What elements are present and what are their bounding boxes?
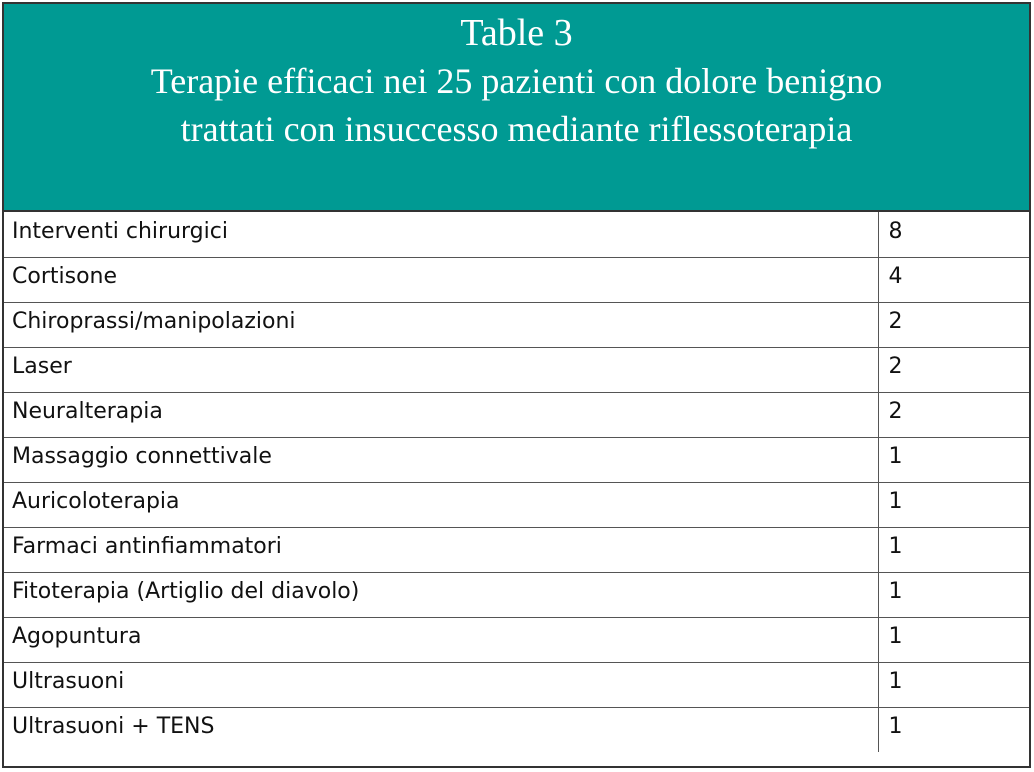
therapy-name: Interventi chirurgici — [4, 212, 878, 257]
therapy-count: 2 — [878, 392, 1029, 437]
table-row — [4, 617, 1029, 662]
table-header — [4, 4, 1029, 212]
therapy-count: 4 — [878, 257, 1029, 302]
therapy-count: 1 — [878, 482, 1029, 527]
table-row — [4, 662, 1029, 707]
therapy-name: Ultrasuoni + TENS — [4, 707, 878, 752]
table-row — [4, 212, 1029, 257]
therapy-count: 1 — [878, 617, 1029, 662]
table-row — [4, 392, 1029, 437]
therapy-count: 1 — [878, 527, 1029, 572]
therapy-count: 2 — [878, 302, 1029, 347]
therapy-name: Laser — [4, 347, 878, 392]
therapy-table — [4, 212, 1029, 752]
therapy-count: 8 — [878, 212, 1029, 257]
therapy-name: Agopuntura — [4, 617, 878, 662]
therapy-count: 1 — [878, 437, 1029, 482]
therapy-name: Ultrasuoni — [4, 662, 878, 707]
table-row — [4, 347, 1029, 392]
table-row — [4, 707, 1029, 752]
therapy-name: Massaggio connettivale — [4, 437, 878, 482]
therapy-name: Fitoterapia (Artiglio del diavolo) — [4, 572, 878, 617]
therapy-name: Cortisone — [4, 257, 878, 302]
table-row — [4, 257, 1029, 302]
therapy-count: 1 — [888, 714, 903, 740]
therapy-count: 1 — [878, 572, 1029, 617]
table-row — [4, 482, 1029, 527]
therapy-name: Farmaci antinfiammatori — [4, 527, 878, 572]
therapy-name: Neuralterapia — [4, 392, 878, 437]
table-frame — [2, 2, 1031, 768]
therapy-name: Auricoloterapia — [4, 482, 878, 527]
therapy-name: Chiroprassi/manipolazioni — [4, 302, 878, 347]
table-title-line-2: trattati con insuccesso mediante riflessoterapia — [180, 109, 853, 149]
table-row — [4, 302, 1029, 347]
table-number: Table 3 — [460, 12, 573, 54]
therapy-count: 1 — [878, 662, 1029, 707]
table-row — [4, 527, 1029, 572]
table-row — [4, 572, 1029, 617]
therapy-count: 2 — [878, 347, 1029, 392]
table-row — [4, 437, 1029, 482]
table-title-line-1: Terapie efficaci nei 25 pazienti con dolore benigno — [150, 61, 883, 101]
